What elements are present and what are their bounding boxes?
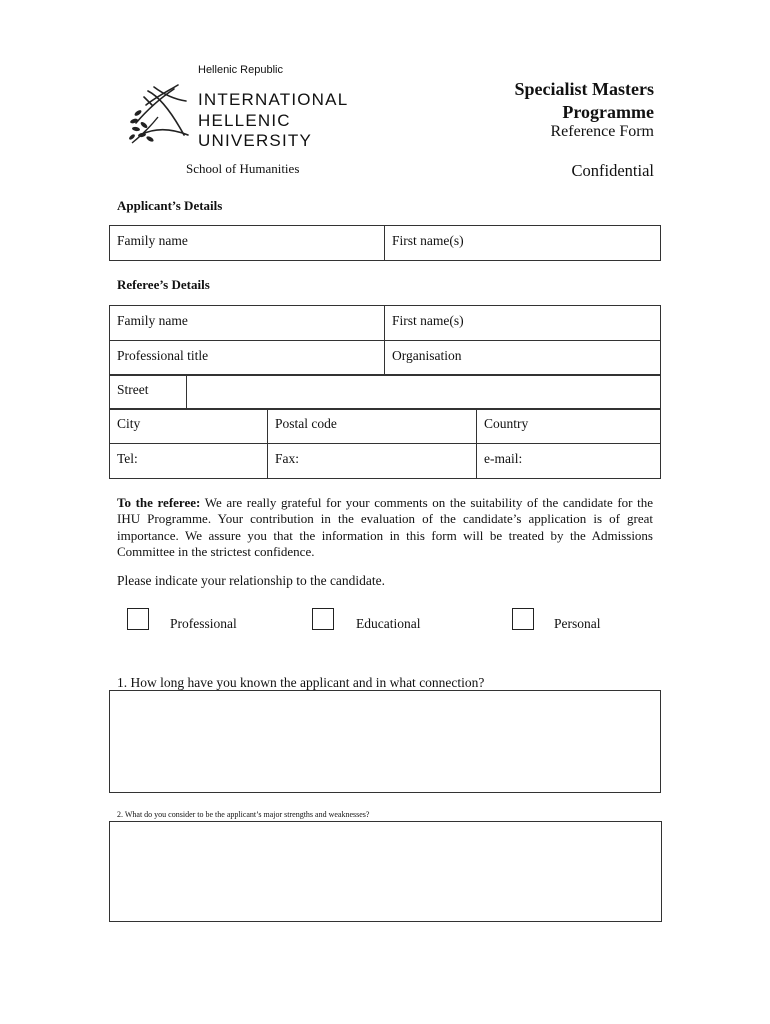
applicant-section-title: Applicant’s Details: [117, 198, 223, 213]
referee-fax-field[interactable]: [268, 444, 477, 479]
personal-label: Personal: [554, 616, 601, 631]
university-name: [198, 90, 348, 152]
field-label: City: [117, 416, 141, 431]
applicant-family-name-field[interactable]: [110, 226, 385, 261]
professional-label: Professional: [170, 616, 237, 631]
referee-section-title: Referee’s Details: [117, 277, 210, 292]
field-label: Fax:: [275, 451, 300, 466]
question-2-label: 2. What do you consider to be the applicant’s major strengths and weaknesses?: [117, 810, 370, 819]
referee-postal-code-field[interactable]: [268, 409, 477, 444]
field-label: Tel:: [117, 451, 138, 466]
university-name-line: HELLENIC: [198, 110, 291, 130]
referee-address-table: [109, 408, 661, 479]
field-label: First name(s): [392, 313, 464, 328]
programme-title-line: Specialist Masters: [514, 79, 654, 99]
referee-family-name-field[interactable]: [110, 306, 385, 341]
referee-instructions-lead: To the referee:: [117, 495, 201, 510]
referee-city-field[interactable]: [110, 409, 268, 444]
relationship-prompt: Please indicate your relationship to the candidate.: [117, 573, 386, 588]
question-1-label: 1. How long have you known the applicant and in what connection?: [117, 675, 485, 690]
educational-checkbox[interactable]: [312, 608, 334, 630]
personal-checkbox[interactable]: [512, 608, 534, 630]
field-label: Professional title: [117, 348, 209, 363]
referee-first-names-field[interactable]: [385, 306, 661, 341]
field-label: Country: [484, 416, 529, 431]
field-label: Street: [117, 382, 149, 397]
university-name-line: UNIVERSITY: [198, 131, 313, 150]
question-1-answer-box[interactable]: [109, 690, 661, 793]
republic-label: Hellenic Republic: [198, 64, 283, 76]
field-label: Family name: [117, 233, 188, 248]
university-logo-icon: [128, 83, 190, 149]
question-2-answer-box[interactable]: [109, 821, 662, 922]
referee-name-table: [109, 305, 661, 376]
applicant-first-names-field[interactable]: [385, 226, 661, 261]
referee-organisation-field[interactable]: [385, 341, 661, 376]
referee-instructions-text: We are really grateful for your comments on the suitability of the candidate for the IHU Programme. Your contribution in the evaluation of the candidate’s application is of great importance. We assure you that the information in this form will be treated by the Admissions Committee in the strictest confidence.: [117, 495, 653, 560]
referee-street-field[interactable]: [187, 375, 661, 410]
referee-street-table: [109, 374, 661, 410]
educational-label: Educational: [356, 616, 421, 631]
street-label-cell: [110, 375, 187, 410]
applicant-details-table: [109, 225, 661, 261]
confidential-label: Confidential: [571, 161, 654, 180]
referee-tel-field[interactable]: [110, 444, 268, 479]
referee-email-field[interactable]: [477, 444, 661, 479]
field-label: e-mail:: [484, 451, 523, 466]
programme-title-line: Programme: [562, 102, 654, 122]
form-name: Reference Form: [550, 123, 654, 140]
field-label: First name(s): [392, 233, 464, 248]
school-name: School of Humanities: [186, 161, 300, 176]
field-label: Postal code: [275, 416, 337, 431]
referee-professional-title-field[interactable]: [110, 341, 385, 376]
university-name-line: INTERNATIONAL: [198, 90, 349, 109]
referee-country-field[interactable]: [477, 409, 661, 444]
field-label: Family name: [117, 313, 188, 328]
field-label: Organisation: [392, 348, 462, 363]
referee-instructions: [117, 495, 653, 561]
professional-checkbox[interactable]: [127, 608, 149, 630]
programme-title: [515, 78, 654, 124]
